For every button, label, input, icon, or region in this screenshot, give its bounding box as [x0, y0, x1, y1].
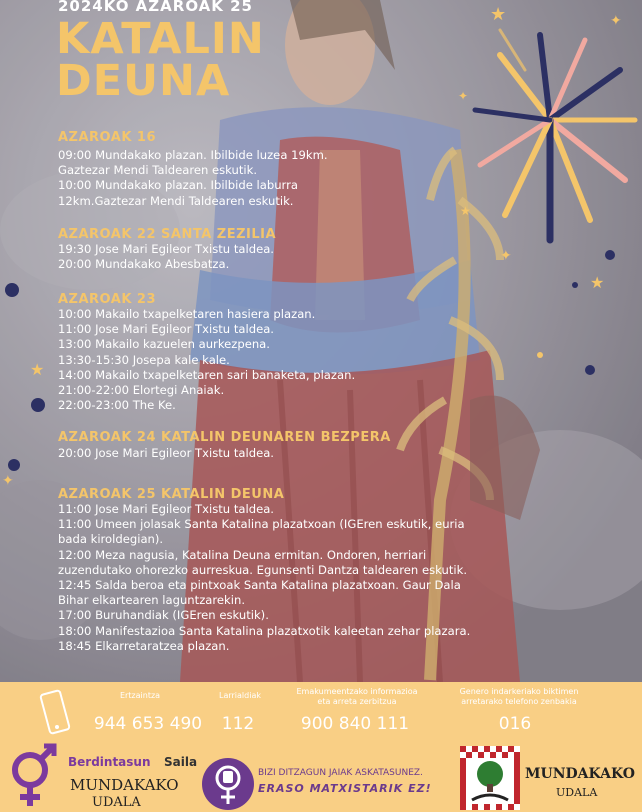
mundakako-label: MUNDAKAKO	[70, 776, 179, 794]
schedule-line: 11:00 Jose Mari Egileor Txistu taldea.	[58, 322, 274, 337]
svg-text:✦: ✦	[500, 248, 512, 264]
schedule-line: 12:45 Salda beroa eta pintxoak Santa Katalina plazatxoan. Gaur Dala	[58, 578, 461, 592]
gender-symbol-icon	[6, 742, 62, 810]
contact-label-genero: Genero indarkeriako biktimen arretarako telefono zenbakia	[459, 687, 579, 706]
svg-text:★: ★	[460, 204, 471, 218]
schedule-line: 14:00 Makailo txapelketaren sari banaketa, plazan.	[58, 367, 356, 382]
contact-label-emakumeentzako: Emakumeentzako informazioa eta arreta zerbitzua	[296, 687, 418, 706]
slogan-line1: BIZI DITZAGUN JAIAK ASKATASUNEZ.	[258, 768, 423, 778]
schedule-line: Gaztezar Mendi Taldearen eskutik.	[58, 163, 258, 178]
contact-label-larrialdiak: Larrialdiak	[219, 691, 261, 700]
schedule-line: bada kiroldegian).	[58, 532, 164, 547]
mundakako-udala-subtitle: UDALA	[556, 786, 598, 799]
schedule-line: 09:00 Mundakako plazan. Ibilbide luzea 19km.	[58, 148, 328, 162]
schedule-line: 17:00 Buruhandiak (IGEren eskutik).	[58, 608, 269, 623]
schedule-line: 12:00 Meza nagusia, Katalina Deuna ermitan. Ondoren, herriari	[58, 547, 427, 562]
mundakako-udala-title: MUNDAKAKO	[525, 766, 635, 782]
schedule-line: 10:00 Makailo txapelketaren hasiera plazan.	[58, 307, 316, 321]
fireworks-decoration	[440, 0, 642, 420]
svg-text:✦: ✦	[2, 473, 14, 489]
svg-text:★: ★	[490, 4, 507, 25]
schedule-line: 20:00 Mundakako Abesbatza.	[58, 257, 230, 272]
section-heading: AZAROAK 25 KATALIN DEUNA	[58, 487, 285, 502]
mundaka-coat-of-arms-icon	[460, 746, 520, 810]
schedule-line: 13:00 Makailo kazuelen aurkezpena.	[58, 337, 270, 352]
schedule-line: zuzendutako ohorezko aurreskua. Egunsenti Dantza taldearen eskutik.	[58, 562, 468, 577]
section-heading: AZAROAK 16	[58, 130, 157, 145]
page-title-line2: DEUNA	[56, 56, 231, 106]
svg-text:★: ★	[590, 273, 605, 292]
section-heading: AZAROAK 23	[58, 292, 157, 307]
contact-number-emakumeentzako[interactable]: 900 840 111	[300, 714, 410, 734]
schedule-line: 18:45 Elkarretaratzea plazan.	[58, 638, 230, 653]
schedule-line: 10:00 Mundakako plazan. Ibilbide laburra	[58, 178, 298, 193]
berdintasun-label: Berdintasun	[68, 755, 151, 769]
feminist-fist-icon	[200, 756, 256, 812]
contact-label-ertzaintza: Ertzaintza	[119, 691, 161, 700]
schedule-line: Bihar elkartearen laguntzarekin.	[58, 593, 246, 608]
svg-text:✦: ✦	[458, 89, 469, 103]
slogan-line2: ERASO MATXISTARIK EZ!	[258, 782, 432, 795]
section-heading: AZAROAK 24 KATALIN DEUNAREN BEZPERA	[58, 430, 391, 445]
saila-label: Saila	[164, 755, 198, 769]
section-heading: AZAROAK 22 SANTA ZEZILIA	[58, 227, 277, 242]
schedule-line: 13:30-15:30 Josepa kale kale.	[58, 352, 230, 367]
schedule-line: 21:00-22:00 Elortegi Anaiak.	[58, 383, 225, 397]
schedule-line: 11:00 Umeen jolasak Santa Katalina plazatxoan (IGEren eskutik, euria	[58, 517, 465, 532]
svg-text:★: ★	[30, 360, 45, 379]
svg-text:✦: ✦	[610, 13, 622, 29]
schedule-line: 20:00 Jose Mari Egileor Txistu taldea.	[58, 446, 274, 460]
schedule-line: 19:30 Jose Mari Egileor Txistu taldea.	[58, 242, 274, 256]
schedule-line: 11:00 Jose Mari Egileor Txistu taldea.	[58, 502, 274, 516]
left-decoration	[0, 250, 60, 490]
udala-label: UDALA	[92, 795, 141, 810]
schedule-line: 18:00 Manifestazioa Santa Katalina plazatxotik kaleetan zehar plazara.	[58, 623, 471, 638]
schedule-line: 12km.Gaztezar Mendi Taldearen eskutik.	[58, 193, 294, 208]
contact-number-ertzaintza[interactable]: 944 653 490	[93, 714, 203, 734]
page-title-line1: KATALIN	[56, 14, 265, 64]
contact-number-genero[interactable]: 016	[498, 714, 532, 734]
phone-icon	[35, 689, 75, 739]
schedule-line: 22:00-23:00 The Ke.	[58, 398, 176, 413]
date-line: 2024KO AZAROAK 25	[58, 0, 253, 15]
contact-number-larrialdiak[interactable]: 112	[221, 714, 255, 734]
